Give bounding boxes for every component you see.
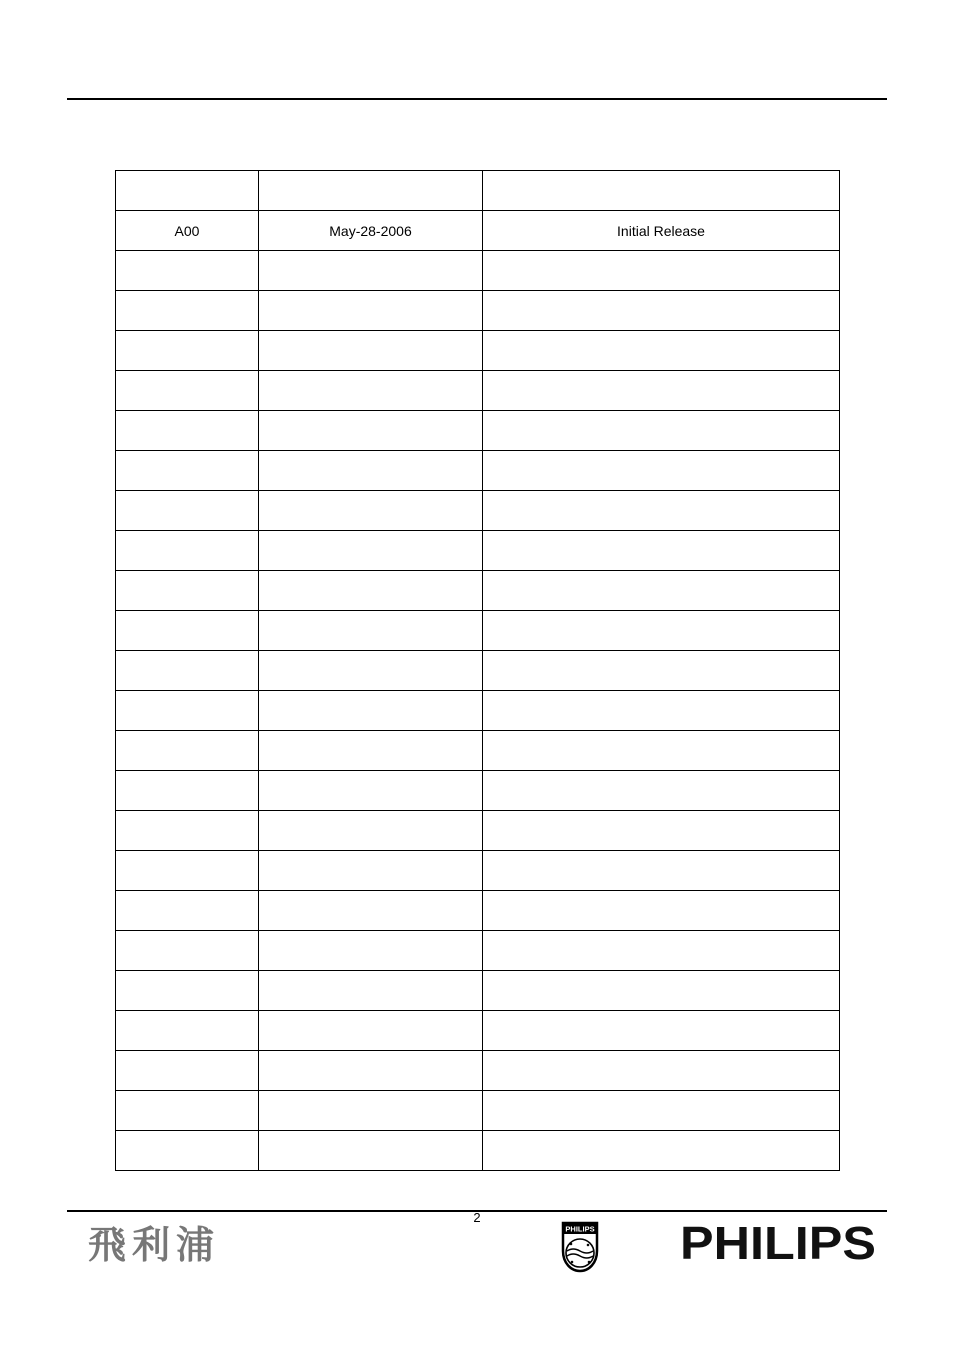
table-cell-empty	[116, 811, 259, 851]
table-row-empty	[116, 291, 840, 331]
header-cell-date	[259, 171, 483, 211]
table-cell-empty	[483, 451, 840, 491]
table-cell-empty	[116, 1131, 259, 1171]
cell-description: Initial Release	[483, 211, 840, 251]
table-cell-empty	[116, 691, 259, 731]
table-cell-empty	[483, 371, 840, 411]
table-cell-empty	[483, 731, 840, 771]
table-cell-empty	[483, 851, 840, 891]
table-cell-empty	[483, 931, 840, 971]
table-cell-empty	[116, 331, 259, 371]
table-row-empty	[116, 1011, 840, 1051]
table-cell-empty	[483, 1011, 840, 1051]
table-row-empty	[116, 931, 840, 971]
table-cell-empty	[116, 291, 259, 331]
table-cell-empty	[259, 411, 483, 451]
table-cell-empty	[116, 531, 259, 571]
table-cell-empty	[259, 571, 483, 611]
table-row-empty	[116, 491, 840, 531]
table-row-empty	[116, 771, 840, 811]
brand-text: PHILIPS	[680, 1217, 876, 1268]
table-row	[116, 211, 840, 251]
table-cell-empty	[116, 1091, 259, 1131]
table-row-empty	[116, 891, 840, 931]
table-cell-empty	[116, 491, 259, 531]
table-row-empty	[116, 1091, 840, 1131]
table-cell-empty	[259, 851, 483, 891]
table-cell-empty	[483, 251, 840, 291]
table-cell-empty	[259, 1091, 483, 1131]
table-cell-empty	[483, 891, 840, 931]
table-cell-empty	[483, 1051, 840, 1091]
table-cell-empty	[483, 571, 840, 611]
table-cell-empty	[259, 491, 483, 531]
table-cell-empty	[116, 971, 259, 1011]
table-cell-empty	[259, 371, 483, 411]
table-cell-empty	[483, 531, 840, 571]
table-row-empty	[116, 371, 840, 411]
table-cell-empty	[483, 491, 840, 531]
table-cell-empty	[116, 571, 259, 611]
table-row-empty	[116, 251, 840, 291]
table-row-empty	[116, 731, 840, 771]
table-cell-empty	[116, 411, 259, 451]
table-cell-empty	[116, 251, 259, 291]
table-row-empty	[116, 611, 840, 651]
table-row-empty	[116, 691, 840, 731]
table-row-empty	[116, 331, 840, 371]
philips-shield-icon	[561, 1221, 599, 1273]
table-cell-empty	[116, 851, 259, 891]
header-cell-description	[483, 171, 840, 211]
table-cell-empty	[116, 771, 259, 811]
page-number: 2	[473, 1210, 481, 1225]
table-cell-empty	[116, 931, 259, 971]
header-rule	[67, 98, 887, 100]
table-cell-empty	[259, 611, 483, 651]
table-cell-empty	[116, 451, 259, 491]
table-cell-empty	[116, 731, 259, 771]
table-cell-empty	[483, 411, 840, 451]
table-cell-empty	[483, 691, 840, 731]
table-cell-empty	[116, 891, 259, 931]
table-cell-empty	[259, 1051, 483, 1091]
chinese-brand-logo	[88, 1224, 272, 1264]
revision-table	[115, 170, 840, 1171]
table-header-row	[116, 171, 840, 211]
table-row-empty	[116, 1131, 840, 1171]
table-cell-empty	[483, 651, 840, 691]
table-cell-empty	[116, 371, 259, 411]
table-row-empty	[116, 571, 840, 611]
table-row-empty	[116, 851, 840, 891]
table-cell-empty	[259, 971, 483, 1011]
table-row-empty	[116, 531, 840, 571]
table-cell-empty	[259, 771, 483, 811]
table-cell-empty	[259, 731, 483, 771]
table-cell-empty	[483, 611, 840, 651]
table-cell-empty	[116, 651, 259, 691]
table-cell-empty	[483, 771, 840, 811]
cell-version: A00	[116, 211, 259, 251]
table-cell-empty	[116, 1011, 259, 1051]
table-row-empty	[116, 1051, 840, 1091]
table-row-empty	[116, 651, 840, 691]
header-cell-version	[116, 171, 259, 211]
table-cell-empty	[259, 651, 483, 691]
shield-text: PHILIPS	[565, 1224, 595, 1234]
table-cell-empty	[116, 611, 259, 651]
table-cell-empty	[483, 811, 840, 851]
table-cell-empty	[259, 1131, 483, 1171]
table-cell-empty	[483, 331, 840, 371]
table-cell-empty	[259, 331, 483, 371]
table-cell-empty	[116, 1051, 259, 1091]
table-cell-empty	[483, 291, 840, 331]
table-cell-empty	[259, 291, 483, 331]
table-row-empty	[116, 451, 840, 491]
table-cell-empty	[259, 531, 483, 571]
chinese-logo-text: 飛利浦	[88, 1224, 221, 1264]
table-row-empty	[116, 411, 840, 451]
philips-wordmark-logo	[680, 1216, 876, 1268]
table-cell-empty	[259, 811, 483, 851]
table-cell-empty	[483, 1091, 840, 1131]
table-cell-empty	[259, 251, 483, 291]
table-cell-empty	[259, 451, 483, 491]
cell-date: May-28-2006	[259, 211, 483, 251]
table-row-empty	[116, 971, 840, 1011]
table-cell-empty	[259, 1011, 483, 1051]
table-cell-empty	[259, 691, 483, 731]
table-cell-empty	[483, 1131, 840, 1171]
table-cell-empty	[259, 891, 483, 931]
table-cell-empty	[259, 931, 483, 971]
table-row-empty	[116, 811, 840, 851]
table-cell-empty	[483, 971, 840, 1011]
